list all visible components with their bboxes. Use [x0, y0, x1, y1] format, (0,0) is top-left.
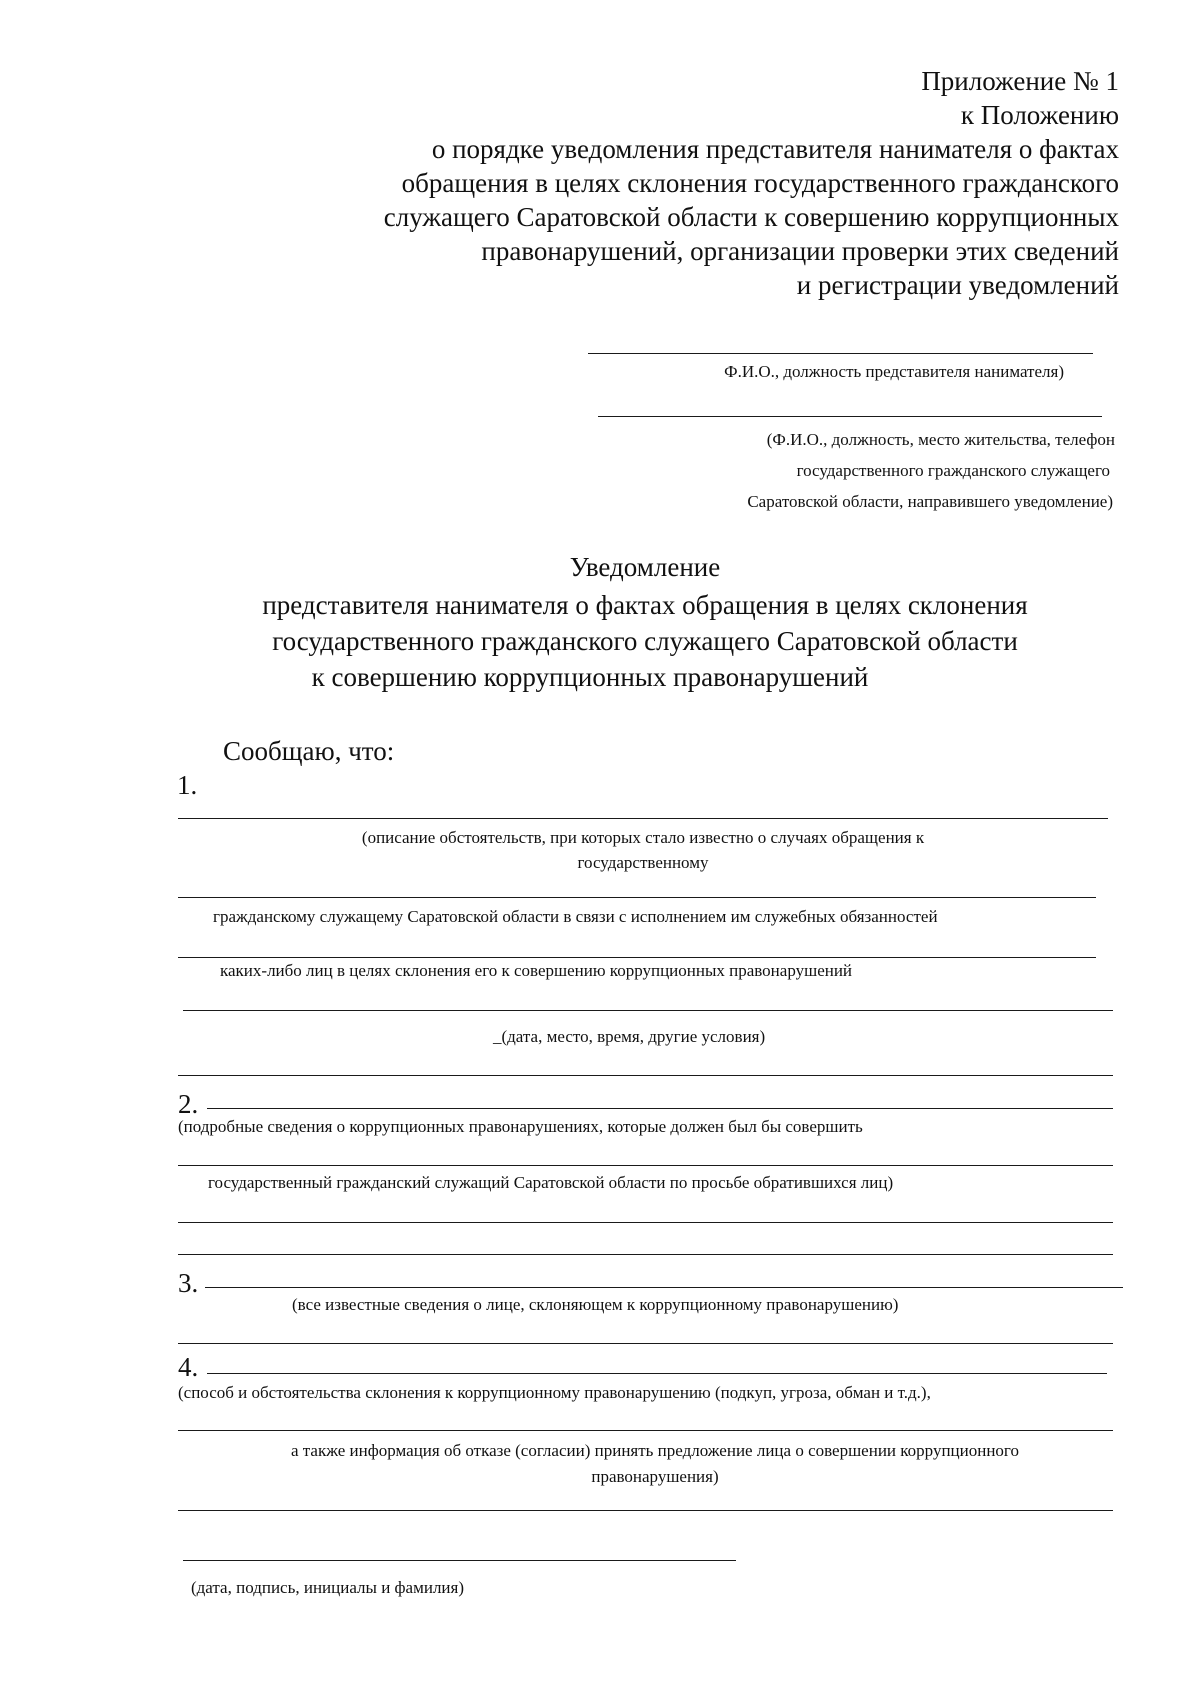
section-2-fill-line — [207, 1108, 1113, 1109]
section-1-fill-line — [178, 818, 1108, 819]
section-2-fill-line — [178, 1165, 1113, 1166]
section-1-caption: _(дата, место, время, другие условия) — [493, 1027, 766, 1046]
section-number: 4. — [178, 1352, 199, 1382]
intro-text: Сообщаю, что: — [223, 736, 395, 766]
appendix-regulation-title-line: служащего Саратовской области к совершению коррупционных — [383, 202, 1119, 232]
signature-line — [183, 1560, 736, 1561]
sender-caption: государственного гражданского служащего — [796, 461, 1110, 480]
employer-name-line — [588, 353, 1093, 354]
section-4-caption: (способ и обстоятельства склонения к коррупционному правонарушению (подкуп, угроза, обман и т.д.), — [178, 1383, 931, 1402]
section-2-fill-line — [178, 1254, 1113, 1255]
section-1-fill-line — [178, 1075, 1113, 1076]
section-3-fill-line — [178, 1343, 1113, 1344]
section-2-fill-line — [178, 1222, 1113, 1223]
document-subtitle-line: представителя нанимателя о фактах обращения в целях склонения — [262, 590, 1028, 620]
section-4-fill-line — [178, 1510, 1113, 1511]
section-1-caption: гражданскому служащему Саратовской области в связи с исполнением им служебных обязанностей — [213, 907, 938, 926]
sender-caption: (Ф.И.О., должность, место жительства, телефон — [766, 430, 1115, 449]
appendix-regulation-ref: к Положению — [960, 100, 1119, 130]
section-number: 3. — [178, 1268, 199, 1298]
section-4-caption: правонарушения) — [591, 1467, 719, 1486]
section-4-fill-line — [207, 1373, 1107, 1374]
appendix-regulation-title-line: правонарушений, организации проверки этих сведений — [481, 236, 1119, 266]
signature-caption: (дата, подпись, инициалы и фамилия) — [191, 1578, 465, 1597]
section-1-caption: государственному — [577, 853, 709, 872]
sender-caption: Саратовской области, направившего уведомление) — [747, 492, 1113, 511]
section-2-caption: государственный гражданский служащий Саратовской области по просьбе обратившихся лиц) — [208, 1173, 894, 1192]
appendix-regulation-title-line: и регистрации уведомлений — [796, 270, 1119, 300]
section-1-caption: каких-либо лиц в целях склонения его к совершению коррупционных правонарушений — [220, 961, 853, 980]
section-1-caption: (описание обстоятельств, при которых стало известно о случаях обращения к — [361, 828, 925, 847]
section-1-fill-line — [178, 897, 1096, 898]
section-2-caption: (подробные сведения о коррупционных правонарушениях, которые должен был бы совершить — [178, 1117, 863, 1136]
section-3-caption: (все известные сведения о лице, склоняющем к коррупционному правонарушению) — [292, 1295, 899, 1314]
section-number: 1. — [177, 770, 198, 800]
section-4-fill-line — [178, 1430, 1113, 1431]
appendix-regulation-title-line: о порядке уведомления представителя нанимателя о фактах — [431, 134, 1119, 164]
section-number: 2. — [178, 1089, 199, 1119]
document-subtitle-line: к совершению коррупционных правонарушений — [311, 662, 869, 692]
section-1-fill-line — [183, 1010, 1113, 1011]
sender-name-line — [598, 416, 1102, 417]
section-1-fill-line — [178, 957, 1096, 958]
appendix-number: Приложение № 1 — [921, 66, 1119, 96]
employer-caption: Ф.И.О., должность представителя нанимателя) — [724, 362, 1064, 381]
appendix-regulation-title-line: обращения в целях склонения государственного гражданского — [401, 168, 1119, 198]
document-title: Уведомление — [569, 552, 721, 582]
section-3-fill-line — [205, 1287, 1123, 1288]
section-4-caption: а также информация об отказе (согласии) принять предложение лица о совершении коррупционного — [291, 1441, 1019, 1460]
document-subtitle-line: государственного гражданского служащего Саратовской области — [272, 626, 1018, 656]
